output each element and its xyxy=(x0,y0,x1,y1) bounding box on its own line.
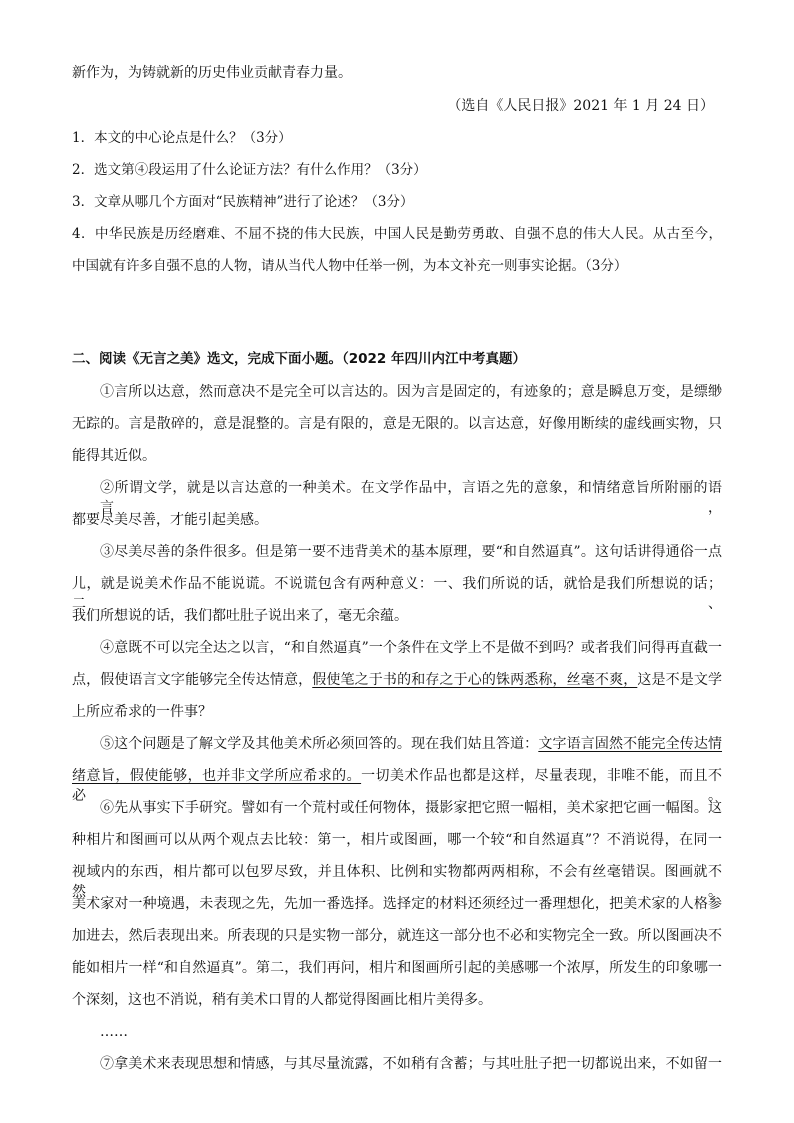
paragraph-4-text: 点，假使语言文字能够完全传达情意， xyxy=(72,672,313,688)
paragraph-3-line: 儿，就是说美术作品不能说谎。不说谎包含有两种意义：一、我们所说的话，就恰是我们所想说的话；二、 xyxy=(72,576,722,612)
paragraph-6-line: ⑥先从事实下手研究。譬如有一个荒村或任何物体，摄影家把它照一幅相，美术家把它画一幅图。这 xyxy=(100,800,722,816)
paragraph-2-line: 都要尽美尽善，才能引起美感。 xyxy=(72,512,268,528)
paragraph-5-text: ⑤这个问题是了解文学及其他美术所必须回答的。现在我们姑且答道： xyxy=(100,736,539,752)
paragraph-4-text: 这是不是文学 xyxy=(637,672,723,688)
paragraph-5-text: 一切美术作品也都是这样，尽量表现，非唯不能，而且不必。 xyxy=(72,768,723,804)
underlined-sentence: 假使笔之于书的和存之于心的铢两悉称，丝毫不爽， xyxy=(312,672,638,688)
paragraph-3-line: ③尽美尽善的条件很多。但是第一要不违背美术的基本原理，要“和自然逼真”。这句话讲得通俗一点 xyxy=(100,544,722,560)
question-2: 2．选文第④段运用了什么论证方法？有什么作用？（3分） xyxy=(72,162,427,178)
ellipsis: …… xyxy=(100,1024,128,1040)
paragraph-6-line: 美术家对一种境遇，未表现之先，先加一番选择。选择定的材料还须经过一番理想化，把美术家的人格参 xyxy=(72,896,722,912)
underlined-sentence: 绪意旨，假使能够，也并非文学所应希求的。 xyxy=(72,768,362,784)
paragraph-6-line: 个深刻，这也不消说，稍有美术口胃的人都觉得图画比相片美得多。 xyxy=(72,992,492,1008)
paragraph-6-line: 种相片和图画可以从两个观点去比较：第一，相片或图画，哪一个较“和自然逼真”？不消说得，在同一 xyxy=(72,832,722,848)
paragraph-1-line: ①言所以达意，然而意决不是完全可以言达的。因为言是固定的，有迹象的；意是瞬息万变，是缥缈 xyxy=(100,384,722,400)
paragraph-4-line: 上所应希求的一件事？ xyxy=(72,704,212,720)
paragraph-7-line: ⑦拿美术来表现思想和情感，与其尽量流露，不如稍有含蓄；与其吐肚子把一切都说出来，不如留一 xyxy=(100,1056,722,1072)
intro-text: 新作为，为铸就新的历史伟业贡献青春力量。 xyxy=(72,65,352,81)
paragraph-3-line: 我们所想说的话，我们都吐肚子说出来了，毫无余蕴。 xyxy=(72,608,408,624)
paragraph-6-line: 能如相片一样“和自然逼真”。第二，我们再问，相片和图画所引起的美感哪一个浓厚，所发生的印象哪一 xyxy=(72,960,722,976)
paragraph-4-line xyxy=(72,670,722,690)
question-4-line-2: 中国就有许多自强不息的人物，请从当代人物中任举一例，为本文补充一则事实论据。（3分） xyxy=(72,258,628,274)
question-4-line-1: 4．中华民族是历经磨难、不屈不挠的伟大民族，中国人民是勤劳勇敢、自强不息的伟大人民。从古至今， xyxy=(72,226,722,242)
underlined-sentence: 文字语言固然不能完全传达情 xyxy=(538,736,723,752)
paragraph-6-line: 视域内的东西，相片都可以包罗尽致，并且体积、比例和实物都两两相称，不会有丝毫错误。图画就不然。 xyxy=(72,864,722,900)
paragraph-5-line xyxy=(100,734,722,754)
paragraph-6-line: 加进去，然后表现出来。所表现的只是实物一部分，就连这一部分也不必和实物完全一致。所以图画决不 xyxy=(72,928,722,944)
paragraph-2-line: ②所谓文学，就是以言达意的一种美术。在文学作品中，言语之先的意象，和情绪意旨所附丽的语言， xyxy=(100,480,722,516)
question-3: 3．文章从哪几个方面对“民族精神”进行了论述？（3分） xyxy=(72,194,414,210)
paragraph-1-line: 能得其近似。 xyxy=(72,448,156,464)
paragraph-4-line: ④意既不可以完全达之以言，“和自然逼真”一个条件在文学上不是做不到吗？或者我们问得再直截一 xyxy=(100,640,722,656)
source-citation: （选自《人民日报》2021 年 1 月 24 日） xyxy=(447,98,714,114)
paragraph-1-line: 无踪的。言是散碎的，意是混整的。言是有限的，意是无限的。以言达意，好像用断续的虚线画实物，只 xyxy=(72,416,722,432)
question-1: 1．本文的中心论点是什么？（3分） xyxy=(72,130,292,146)
section-heading: 二、阅读《无言之美》选文，完成下面小题。（2022 年四川内江中考真题） xyxy=(72,351,527,367)
